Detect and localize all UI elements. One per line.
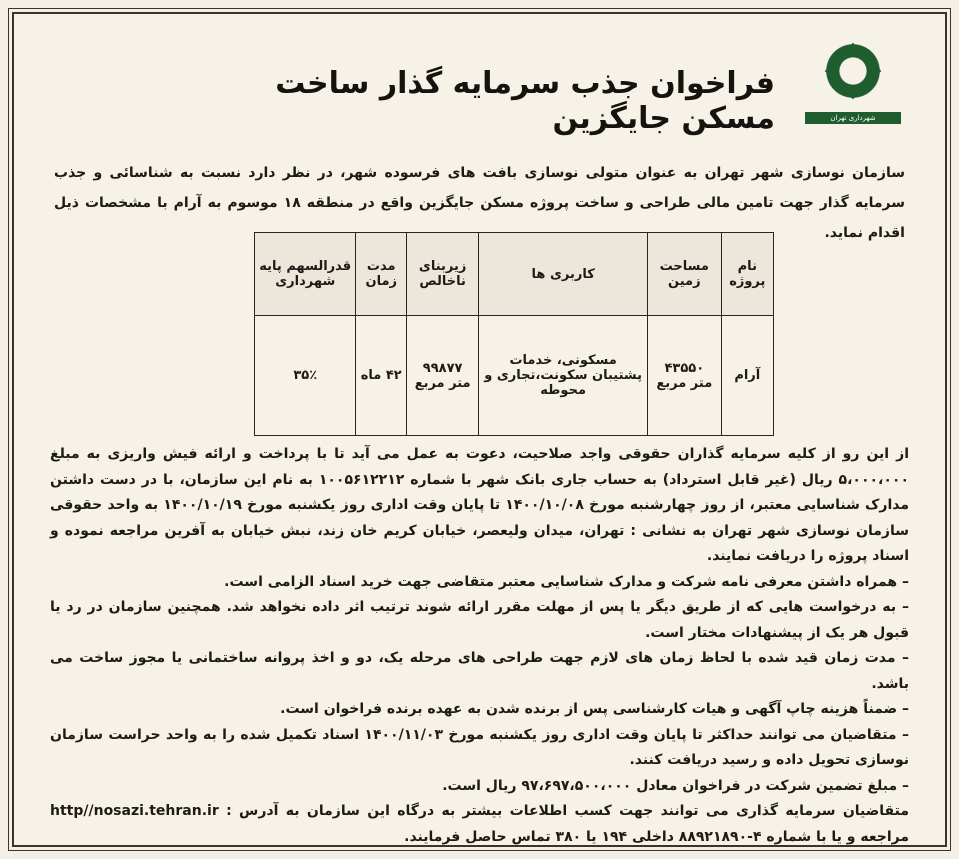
logo-strip-text: شهرداری تهران xyxy=(805,112,901,124)
ad-frame xyxy=(12,12,947,847)
cell-duration: ۴۲ ماه xyxy=(356,316,407,436)
header-usages: کاربری ها xyxy=(479,233,648,316)
bullet-item: – همراه داشتن معرفی نامه شرکت و مدارک شناسایی معتبر متقاضی جهت خرید اسناد الزامی است. xyxy=(224,573,909,590)
body-text xyxy=(50,442,909,850)
table-row xyxy=(255,316,774,436)
header-share: قدرالسهم پایه شهرداری xyxy=(255,233,356,316)
header-project-name: نام پروژه xyxy=(721,233,773,316)
cell-gross-area: ۹۹۸۷۷ متر مربع xyxy=(406,316,478,436)
bullet-item: – ضمناً هزینه چاپ آگهی و هیات کارشناسی پس از برنده شدن به عهده برنده فراخوان است. xyxy=(280,701,909,717)
cell-usages: مسکونی، خدمات پشتیبان سکونت،تجاری و محوطه xyxy=(479,316,648,436)
cell-project-name: آرام xyxy=(721,316,773,436)
header-land-area: مساحت زمین xyxy=(648,233,722,316)
header-gross-area: زیربنای ناخالص xyxy=(406,233,478,316)
bullet-item: – مبلغ تضمین شرکت در فراخوان معادل ۹۷،۶۹۷،۵۰۰،۰۰۰ ریال است. xyxy=(442,777,909,794)
project-table xyxy=(254,232,774,436)
bullet-item: – به درخواست هایی که از طریق دیگر یا پس از مهلت مقرر ارائه شوند ترتیب اثر داده نخواهد شد. همچنین سازمان در رد یا قبول هر یک از پیشنهادات مختار است. xyxy=(50,599,909,641)
bullet-item: – متقاضیان می توانند حداکثر تا پایان وقت اداری روز یکشنبه مورخ ۱۴۰۰/۱۱/۰۳ اسناد تکمیل شده را به واحد حراست سازمان نوسازی تحویل داده و رسید دریافت کنند. xyxy=(50,726,909,768)
cell-land-area: ۴۳۵۵۰ متر مربع xyxy=(648,316,722,436)
invitation-paragraph: از این رو از کلیه سرمایه گذاران حقوقی واجد صلاحیت، دعوت به عمل می آید تا با پرداخت و ارائه فیش واریزی به مبلغ ۵،۰۰۰،۰۰۰ ریال (غیر قابل استرداد) به حساب جاری بانک شهر با شماره ۱۰۰۵۶۱۲۲۱۲ به نام این سازمان، با در دست داشتن مدارک شناسایی معتبر، از روز چهارشنبه مورخ ۱۴۰۰/۱۰/۰۸ تا پایان وقت اداری روز یکشنبه مورخ ۱۴۰۰/۱۰/۱۹ به واحد حقوقی سازمان نوسازی شهر تهران به نشانی : تهران، میدان ولیعصر، خیابان کریم خان زند، نبش خیابان به آفرین مراجعه نموده و اسناد پروژه را دریافت نمایند. xyxy=(50,446,910,564)
closing-paragraph: متقاضیان سرمایه گذاری می توانند جهت کسب اطلاعات بیشتر به درگاه این سازمان به آدرس : http//nosazi.tehran.ir مراجعه و یا با شماره ۴-۸۸۹۲۱۸۹۰ داخلی ۱۹۴ یا ۳۸۰ تماس حاصل فرمایند. xyxy=(50,803,909,845)
header-duration: مدت زمان xyxy=(356,233,407,316)
page-title: فراخوان جذب سرمایه گذار ساخت مسکن جایگزین xyxy=(275,66,775,136)
intro-paragraph: سازمان نوسازی شهر تهران به عنوان متولی نوسازی بافت های فرسوده شهر، در نظر دارد نسبت به شناسائی و جذب سرمایه گذار جهت تامین مالی طراحی و ساخت پروژه مسکن جایگزین واقع در منطقه ۱۸ موسوم به آرام با مشخصات ذیل اقدام نماید. xyxy=(54,165,905,241)
bullet-item: – مدت زمان قید شده با لحاظ زمان های لازم جهت طراحی های مرحله یک، دو و اخذ پروانه ساختمانی یا مجوز ساخت می باشد. xyxy=(50,650,909,692)
cell-share: ۳۵٪ xyxy=(255,316,356,436)
tehran-municipality-emblem-icon xyxy=(822,40,884,102)
logo xyxy=(805,36,901,132)
table-header-row xyxy=(255,233,774,316)
